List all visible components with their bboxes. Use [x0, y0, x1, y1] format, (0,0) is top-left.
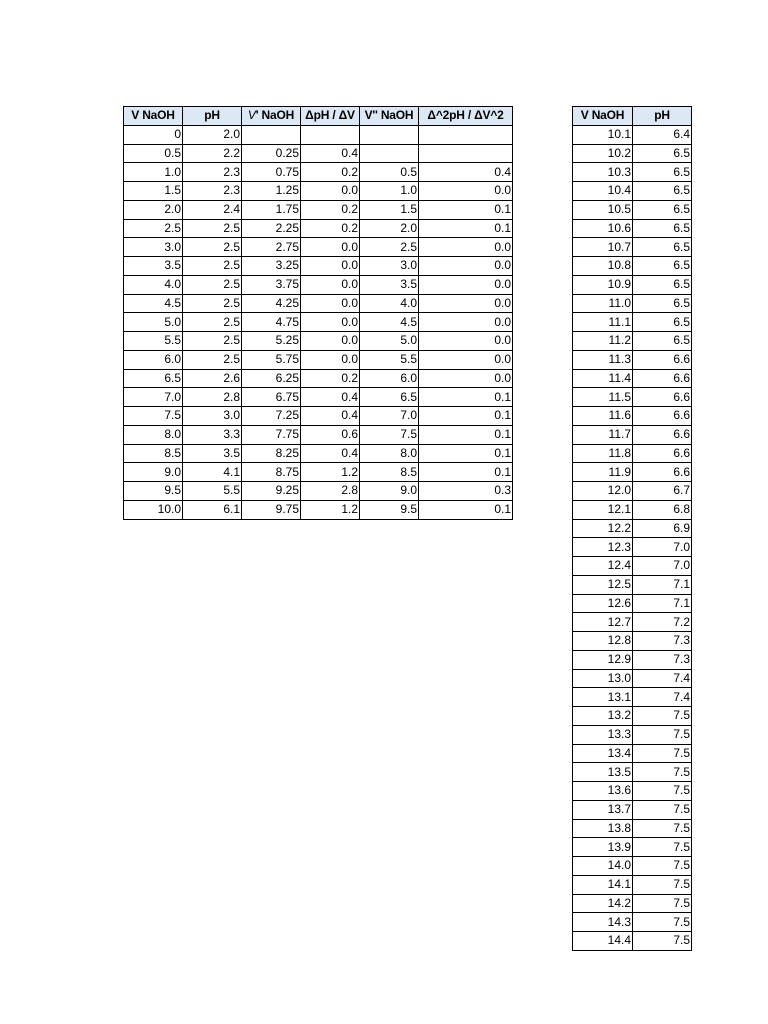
- table-cell: 0.0: [301, 294, 360, 313]
- table-cell: 9.5: [124, 482, 183, 501]
- table-cell: 0.2: [301, 369, 360, 388]
- table-cell: 0.1: [419, 463, 513, 482]
- table-cell: 12.9: [573, 650, 633, 669]
- table-cell: 7.5: [633, 725, 692, 744]
- table-cell: 9.0: [360, 482, 419, 501]
- table-cell: 2.6: [183, 369, 242, 388]
- table-row: [573, 294, 692, 313]
- table-cell: 13.1: [573, 688, 633, 707]
- table-cell: 10.8: [573, 257, 633, 276]
- table-cell: 11.7: [573, 425, 633, 444]
- column-header-ph: pH: [183, 107, 242, 126]
- table-cell: 0.1: [419, 219, 513, 238]
- table-cell: 13.0: [573, 669, 633, 688]
- table-cell: 7.0: [633, 557, 692, 576]
- table-row: [573, 669, 692, 688]
- table-cell: 7.5: [633, 763, 692, 782]
- table-row: [124, 407, 513, 426]
- header-row: [124, 107, 513, 126]
- table-cell: 12.3: [573, 538, 633, 557]
- table-row: [124, 444, 513, 463]
- table-cell: 7.0: [360, 407, 419, 426]
- table-cell: 10.2: [573, 144, 633, 163]
- table-cell: 2.5: [183, 294, 242, 313]
- table-row: [124, 257, 513, 276]
- table-row: [573, 613, 692, 632]
- table-cell: 2.5: [360, 238, 419, 257]
- table-cell: 0.0: [419, 332, 513, 351]
- table-cell: 11.9: [573, 463, 633, 482]
- table-row: [573, 313, 692, 332]
- table-cell: 0.0: [301, 332, 360, 351]
- table-cell: 9.5: [360, 500, 419, 519]
- table-cell: 8.0: [124, 425, 183, 444]
- table-cell: 1.2: [301, 463, 360, 482]
- table-row: [124, 163, 513, 182]
- table-row: [573, 482, 692, 501]
- table-cell: 7.5: [633, 819, 692, 838]
- table-row: [573, 238, 692, 257]
- table-row: [124, 500, 513, 519]
- table-row: [573, 744, 692, 763]
- table-cell: [242, 125, 301, 144]
- table-cell: 11.1: [573, 313, 633, 332]
- table-cell: 0.1: [419, 200, 513, 219]
- table-cell: 6.5: [633, 219, 692, 238]
- table-cell: 6.6: [633, 425, 692, 444]
- table-row: [573, 557, 692, 576]
- table-row: [573, 913, 692, 932]
- table-cell: 7.5: [633, 838, 692, 857]
- table-cell: 7.5: [633, 800, 692, 819]
- table-cell: 3.3: [183, 425, 242, 444]
- table-cell: 6.5: [633, 332, 692, 351]
- table-row: [573, 763, 692, 782]
- table-row: [573, 463, 692, 482]
- table-cell: 6.6: [633, 463, 692, 482]
- table-cell: 6.5: [633, 275, 692, 294]
- table-row: [573, 875, 692, 894]
- table-cell: 2.5: [183, 313, 242, 332]
- table-row: [573, 388, 692, 407]
- table-cell: 5.5: [183, 482, 242, 501]
- table-cell: 12.4: [573, 557, 633, 576]
- table-row: [573, 894, 692, 913]
- table-cell: 5.75: [242, 350, 301, 369]
- table-cell: 0.3: [419, 482, 513, 501]
- table-row: [124, 332, 513, 351]
- column-header-v-naoh: V NaOH: [573, 107, 633, 126]
- column-header-d2ph-dv2: Δ^2pH / ΔV^2: [419, 107, 513, 126]
- column-header-ph: pH: [633, 107, 692, 126]
- table-cell: [360, 125, 419, 144]
- table-cell: 0.4: [301, 407, 360, 426]
- table-cell: 6.5: [633, 313, 692, 332]
- table-row: [124, 313, 513, 332]
- table-cell: 2.0: [183, 125, 242, 144]
- right-table-body: [573, 125, 692, 950]
- table-cell: 6.5: [633, 200, 692, 219]
- table-cell: 10.3: [573, 163, 633, 182]
- table-row: [124, 463, 513, 482]
- table-cell: 2.5: [183, 219, 242, 238]
- table-cell: 5.0: [124, 313, 183, 332]
- table-cell: 7.75: [242, 425, 301, 444]
- table-cell: 0.0: [419, 294, 513, 313]
- table-cell: 7.3: [633, 632, 692, 651]
- table-cell: 14.0: [573, 857, 633, 876]
- table-cell: 0.0: [301, 275, 360, 294]
- table-cell: 3.0: [183, 407, 242, 426]
- table-cell: 0.1: [419, 425, 513, 444]
- table-cell: 6.5: [360, 388, 419, 407]
- table-cell: 2.5: [183, 350, 242, 369]
- table-cell: 3.5: [124, 257, 183, 276]
- table-cell: 7.5: [633, 857, 692, 876]
- table-row: [573, 444, 692, 463]
- table-cell: 0.6: [301, 425, 360, 444]
- table-cell: 5.0: [360, 332, 419, 351]
- table-cell: [360, 144, 419, 163]
- table-row: [573, 144, 692, 163]
- table-cell: 12.5: [573, 575, 633, 594]
- table-cell: 6.5: [633, 238, 692, 257]
- table-cell: 2.3: [183, 182, 242, 201]
- table-cell: 1.75: [242, 200, 301, 219]
- table-cell: 0.1: [419, 388, 513, 407]
- table-cell: 0.0: [301, 238, 360, 257]
- table-row: [573, 425, 692, 444]
- table-cell: 8.5: [360, 463, 419, 482]
- table-cell: 4.25: [242, 294, 301, 313]
- table-row: [573, 688, 692, 707]
- table-cell: 1.0: [360, 182, 419, 201]
- table-cell: 6.6: [633, 350, 692, 369]
- table-cell: 7.5: [633, 744, 692, 763]
- table-cell: 6.6: [633, 407, 692, 426]
- table-cell: 3.5: [360, 275, 419, 294]
- table-cell: 3.75: [242, 275, 301, 294]
- table-row: [573, 594, 692, 613]
- table-cell: 0.4: [301, 388, 360, 407]
- table-cell: 11.2: [573, 332, 633, 351]
- table-cell: 11.8: [573, 444, 633, 463]
- header-row: [573, 107, 692, 126]
- table-cell: 1.25: [242, 182, 301, 201]
- table-cell: 12.8: [573, 632, 633, 651]
- table-cell: 7.1: [633, 575, 692, 594]
- table-row: [573, 857, 692, 876]
- table-cell: 13.6: [573, 782, 633, 801]
- table-cell: 0.0: [301, 182, 360, 201]
- table-cell: 9.0: [124, 463, 183, 482]
- table-cell: 10.5: [573, 200, 633, 219]
- table-cell: 6.5: [633, 294, 692, 313]
- table-cell: 7.5: [633, 707, 692, 726]
- table-cell: 2.25: [242, 219, 301, 238]
- table-cell: 6.4: [633, 125, 692, 144]
- table-cell: 3.0: [360, 257, 419, 276]
- table-row: [573, 407, 692, 426]
- table-cell: 2.3: [183, 163, 242, 182]
- table-cell: 0.5: [124, 144, 183, 163]
- table-cell: 0.2: [301, 163, 360, 182]
- table-cell: 6.0: [124, 350, 183, 369]
- table-cell: 8.75: [242, 463, 301, 482]
- table-cell: 7.5: [633, 782, 692, 801]
- table-cell: 13.7: [573, 800, 633, 819]
- table-row: [573, 800, 692, 819]
- table-cell: 10.7: [573, 238, 633, 257]
- table-cell: 13.5: [573, 763, 633, 782]
- table-cell: 0.1: [419, 407, 513, 426]
- table-cell: 7.1: [633, 594, 692, 613]
- table-cell: 6.5: [633, 144, 692, 163]
- table-cell: 2.75: [242, 238, 301, 257]
- table-cell: 8.25: [242, 444, 301, 463]
- table-cell: 13.8: [573, 819, 633, 838]
- table-cell: 14.3: [573, 913, 633, 932]
- table-cell: 4.1: [183, 463, 242, 482]
- table-cell: 7.25: [242, 407, 301, 426]
- table-row: [573, 575, 692, 594]
- table-cell: 6.6: [633, 369, 692, 388]
- table-cell: 1.2: [301, 500, 360, 519]
- column-header-v-naoh: V NaOH: [124, 107, 183, 126]
- table-cell: 12.0: [573, 482, 633, 501]
- table-cell: 6.7: [633, 482, 692, 501]
- table-cell: 1.5: [124, 182, 183, 201]
- table-cell: 0.0: [419, 275, 513, 294]
- table-cell: 0.5: [360, 163, 419, 182]
- table-row: [573, 163, 692, 182]
- table-cell: 6.8: [633, 500, 692, 519]
- table-cell: 12.7: [573, 613, 633, 632]
- table-cell: 2.5: [183, 332, 242, 351]
- table-cell: 2.5: [183, 238, 242, 257]
- titration-derivative-table: [123, 106, 513, 520]
- table-row: [573, 838, 692, 857]
- column-header-v-double-prime-naoh: V'' NaOH: [360, 107, 419, 126]
- table-row: [573, 707, 692, 726]
- table-row: [124, 125, 513, 144]
- table-cell: 0: [124, 125, 183, 144]
- table-cell: 10.6: [573, 219, 633, 238]
- table-row: [124, 294, 513, 313]
- table-cell: 10.4: [573, 182, 633, 201]
- table-cell: 11.6: [573, 407, 633, 426]
- table-cell: 7.0: [124, 388, 183, 407]
- table-cell: 13.9: [573, 838, 633, 857]
- table-row: [573, 125, 692, 144]
- table-cell: 0.0: [301, 313, 360, 332]
- table-cell: 0.75: [242, 163, 301, 182]
- table-cell: 3.25: [242, 257, 301, 276]
- table-cell: 0.25: [242, 144, 301, 163]
- table-row: [573, 519, 692, 538]
- table-cell: 6.0: [360, 369, 419, 388]
- table-row: [124, 482, 513, 501]
- table-cell: 11.0: [573, 294, 633, 313]
- table-cell: 4.0: [360, 294, 419, 313]
- table-row: [573, 538, 692, 557]
- table-row: [573, 257, 692, 276]
- table-cell: 2.5: [183, 275, 242, 294]
- table-cell: 0.4: [419, 163, 513, 182]
- table-row: [124, 369, 513, 388]
- table-cell: 7.5: [633, 913, 692, 932]
- table-cell: 14.1: [573, 875, 633, 894]
- table-cell: 2.2: [183, 144, 242, 163]
- table-row: [573, 369, 692, 388]
- table-cell: 14.4: [573, 932, 633, 951]
- table-row: [124, 182, 513, 201]
- table-cell: 0.0: [419, 238, 513, 257]
- header-v-italic: V: [247, 108, 256, 123]
- table-cell: 4.5: [360, 313, 419, 332]
- table-cell: 7.2: [633, 613, 692, 632]
- table-cell: 0.1: [419, 500, 513, 519]
- column-header-dph-dv: ΔpH / ΔV: [301, 107, 360, 126]
- table-cell: 7.3: [633, 650, 692, 669]
- table-cell: 0.0: [419, 350, 513, 369]
- table-row: [573, 500, 692, 519]
- table-cell: 0.0: [301, 350, 360, 369]
- table-row: [124, 200, 513, 219]
- table-cell: 9.25: [242, 482, 301, 501]
- table-cell: 6.9: [633, 519, 692, 538]
- table-cell: 8.5: [124, 444, 183, 463]
- table-row: [573, 650, 692, 669]
- table-row: [573, 725, 692, 744]
- table-row: [573, 350, 692, 369]
- table-cell: 7.5: [633, 932, 692, 951]
- table-cell: 3.0: [124, 238, 183, 257]
- titration-continuation-table: [572, 106, 692, 951]
- table-cell: 7.4: [633, 688, 692, 707]
- table-cell: 5.5: [360, 350, 419, 369]
- table-cell: 2.5: [183, 257, 242, 276]
- table-cell: 0.0: [419, 182, 513, 201]
- table-cell: 6.5: [633, 257, 692, 276]
- table-cell: 1.0: [124, 163, 183, 182]
- column-header-v-prime-naoh: V' NaOH: [242, 107, 301, 126]
- table-cell: 12.6: [573, 594, 633, 613]
- table-cell: 10.9: [573, 275, 633, 294]
- table-row: [124, 425, 513, 444]
- table-cell: 6.6: [633, 444, 692, 463]
- table-cell: 8.0: [360, 444, 419, 463]
- table-cell: 7.5: [633, 875, 692, 894]
- table-cell: 0.4: [301, 444, 360, 463]
- table-cell: 11.5: [573, 388, 633, 407]
- table-cell: 13.3: [573, 725, 633, 744]
- table-row: [124, 144, 513, 163]
- table-cell: 7.5: [124, 407, 183, 426]
- table-cell: 12.2: [573, 519, 633, 538]
- table-cell: 6.5: [633, 182, 692, 201]
- table-cell: 7.4: [633, 669, 692, 688]
- table-row: [573, 932, 692, 951]
- table-cell: 6.5: [633, 163, 692, 182]
- table-cell: 0.0: [419, 369, 513, 388]
- table-row: [573, 182, 692, 201]
- table-cell: 0.4: [301, 144, 360, 163]
- table-cell: 13.2: [573, 707, 633, 726]
- table-cell: 4.75: [242, 313, 301, 332]
- table-cell: 7.0: [633, 538, 692, 557]
- table-cell: [419, 144, 513, 163]
- table-cell: 6.1: [183, 500, 242, 519]
- table-cell: 10.0: [124, 500, 183, 519]
- table-cell: 5.5: [124, 332, 183, 351]
- table-cell: 11.3: [573, 350, 633, 369]
- table-row: [124, 219, 513, 238]
- table-cell: [419, 125, 513, 144]
- table-row: [124, 238, 513, 257]
- table-row: [573, 275, 692, 294]
- table-cell: 11.4: [573, 369, 633, 388]
- table-row: [573, 782, 692, 801]
- table-cell: 2.4: [183, 200, 242, 219]
- table-cell: 2.8: [183, 388, 242, 407]
- table-cell: 0.0: [301, 257, 360, 276]
- table-row: [124, 350, 513, 369]
- table-cell: 4.5: [124, 294, 183, 313]
- table-row: [573, 200, 692, 219]
- table-cell: 6.75: [242, 388, 301, 407]
- table-cell: 14.2: [573, 894, 633, 913]
- table-cell: 7.5: [633, 894, 692, 913]
- table-row: [573, 332, 692, 351]
- table-row: [124, 388, 513, 407]
- table-cell: 12.1: [573, 500, 633, 519]
- table-cell: 0.1: [419, 444, 513, 463]
- table-cell: 6.6: [633, 388, 692, 407]
- table-cell: 0.2: [301, 200, 360, 219]
- table-cell: [301, 125, 360, 144]
- table-cell: 10.1: [573, 125, 633, 144]
- table-row: [573, 219, 692, 238]
- table-cell: 0.2: [301, 219, 360, 238]
- left-table-body: [124, 125, 513, 519]
- table-cell: 2.8: [301, 482, 360, 501]
- table-cell: 9.75: [242, 500, 301, 519]
- table-cell: 2.0: [124, 200, 183, 219]
- table-cell: 1.5: [360, 200, 419, 219]
- table-cell: 5.25: [242, 332, 301, 351]
- table-cell: 4.0: [124, 275, 183, 294]
- table-row: [124, 275, 513, 294]
- table-cell: 13.4: [573, 744, 633, 763]
- table-row: [573, 632, 692, 651]
- table-cell: 6.5: [124, 369, 183, 388]
- table-cell: 0.0: [419, 257, 513, 276]
- table-cell: 3.5: [183, 444, 242, 463]
- table-cell: 7.5: [360, 425, 419, 444]
- table-cell: 2.5: [124, 219, 183, 238]
- table-cell: 2.0: [360, 219, 419, 238]
- table-cell: 6.25: [242, 369, 301, 388]
- table-row: [573, 819, 692, 838]
- table-cell: 0.0: [419, 313, 513, 332]
